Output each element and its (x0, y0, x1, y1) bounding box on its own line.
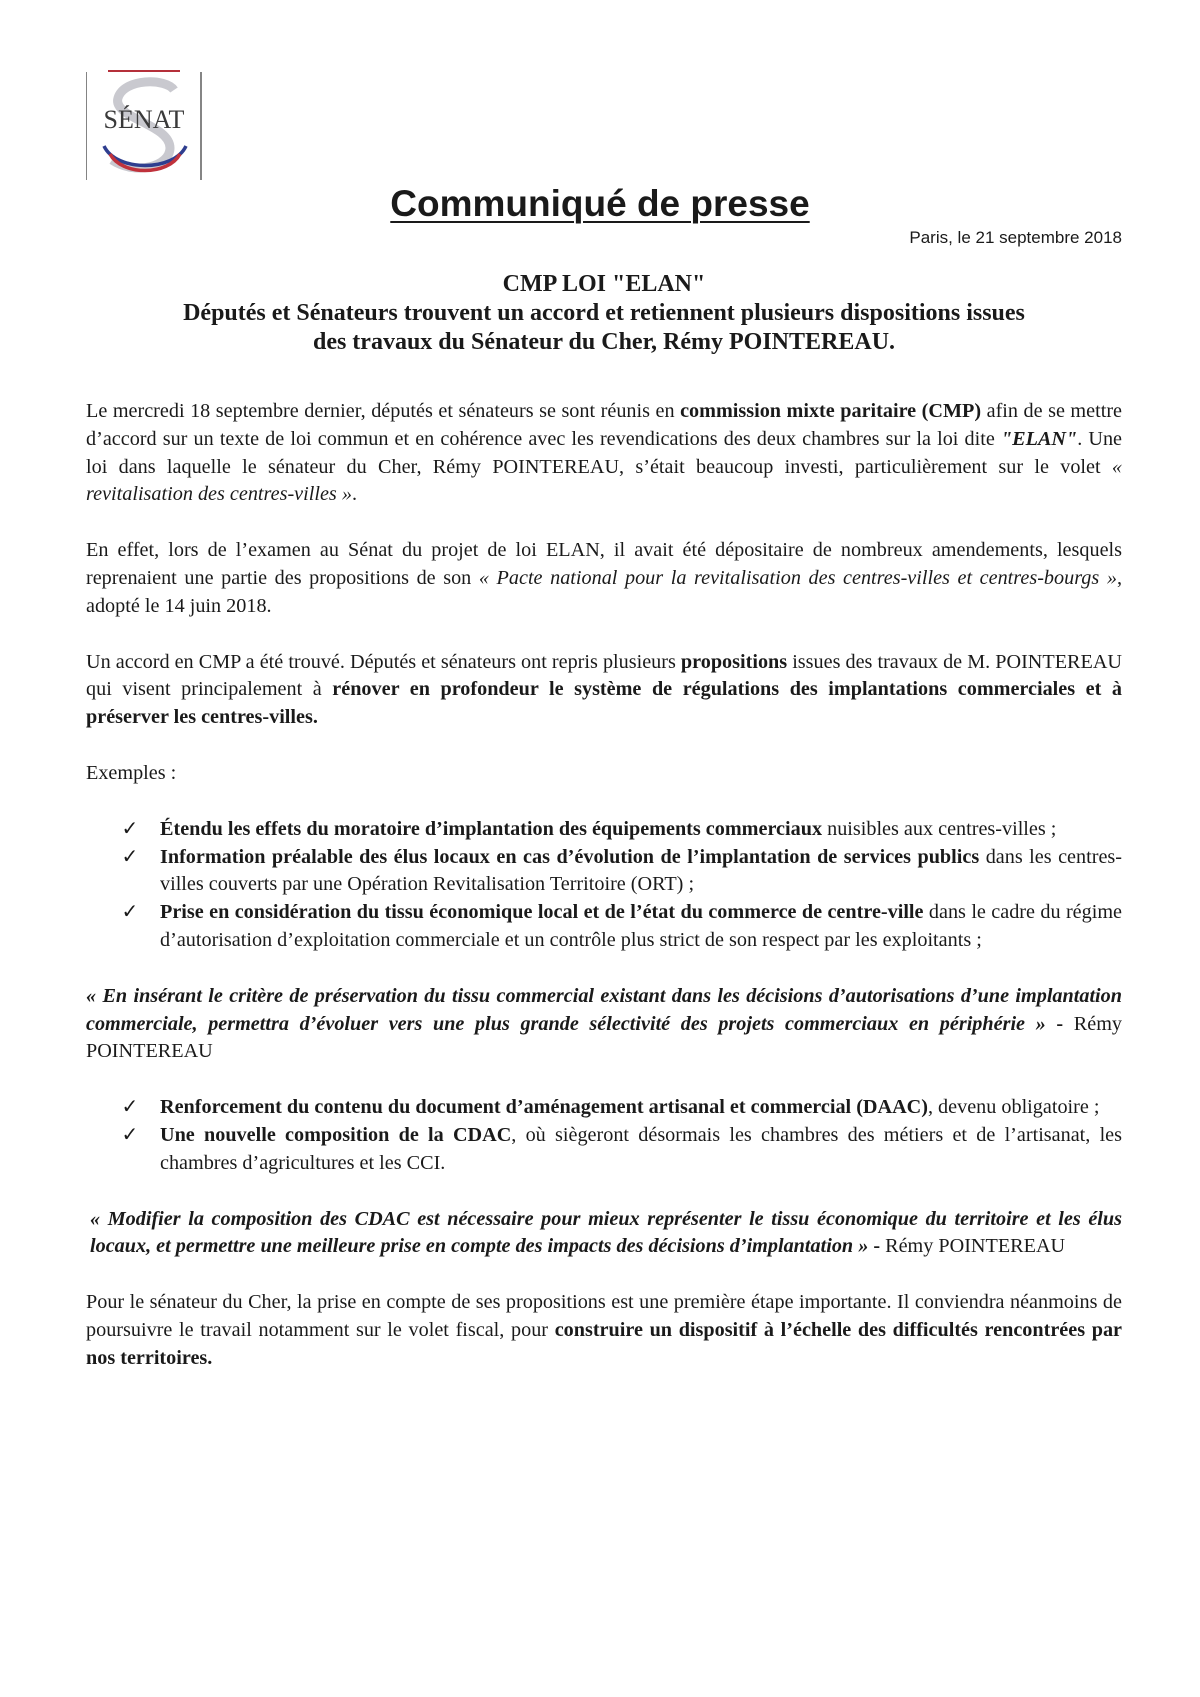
quote-pointereau-1: « En insérant le critère de préservation du tissu commercial existant dans les décisions d’autorisations d’une implantation commerciale, permettra d’évoluer vers une plus grande sélectivité des projets commerciaux en périphérie » - Rémy POINTEREAU (86, 984, 1122, 1063)
list-item: ✓ Une nouvelle composition de la CDAC, où siègeront désormais les chambres des métiers et de l’artisanat, les chambres d’agricultures et les CCI. (121, 1123, 1122, 1174)
checkmark-icon: ✓ (121, 845, 139, 868)
examples-list-1 (86, 816, 1122, 955)
headline (86, 270, 1122, 357)
paragraph-elan: En effet, lors de l’examen au Sénat du projet de loi ELAN, il avait été dépositaire de nombreux amendements, lesquels reprenaient une partie des propositions de son « Pacte national pour la revitalisation des centres-villes et centres-bourgs », adopté le 14 juin 2018. (86, 539, 1122, 617)
headline-line-3: des travaux du Sénateur du Cher, Rémy POINTEREAU. (312, 329, 896, 355)
press-date: Paris, le 21 septembre 2018 (909, 228, 1122, 247)
headline-line-1: CMP LOI "ELAN" (502, 271, 706, 297)
list-item: ✓ Étendu les effets du moratoire d’implantation des équipements commerciaux nuisibles aux centres-villes ; (86, 816, 1122, 844)
examples-list-2 (86, 1094, 1122, 1177)
paragraph-cmp: Le mercredi 18 septembre dernier, députés et sénateurs se sont réunis en commission mixte paritaire (CMP) afin de se mettre d’accord sur un texte de loi commun et en cohérence avec les revendications des deux chambres sur la loi dite "ELAN". Une loi dans laquelle le sénateur du Cher, Rémy POINTEREAU, s’était beaucoup investi, particulièrement sur le volet « revitalisation des centres-villes ». (86, 400, 1123, 506)
examples-label: Exemples : (86, 761, 177, 784)
senat-logo (86, 68, 202, 184)
checkmark-icon: ✓ (121, 817, 139, 840)
checkmark-icon: ✓ (121, 901, 139, 924)
body-content (86, 398, 1122, 1401)
list-item: ✓ Prise en considération du tissu économique local et de l’état du commerce de centre-ville dans le cadre du régime d’autorisation d’exploitation commerciale et un contrôle plus strict de son respect par les exploitants ; (121, 901, 1123, 951)
list-item: ✓ Renforcement du contenu du document d’aménagement artisanal et commercial (DAAC), devenu obligatoire ; (86, 1094, 1122, 1122)
quote-pointereau-2: « Modifier la composition des CDAC est nécessaire pour mieux représenter le tissu économique du territoire et les élus locaux, et permettre une meilleure prise en compte des impacts des décisions d’implantation » - Rémy POINTEREAU (90, 1207, 1122, 1258)
checkmark-icon: ✓ (121, 1096, 139, 1119)
checkmark-icon: ✓ (121, 1123, 139, 1146)
headline-line-2: Députés et Sénateurs trouvent un accord et retiennent plusieurs dispositions issues (183, 300, 1025, 326)
senat-logo-text: SÉNAT (103, 105, 185, 134)
paragraph-accord: Un accord en CMP a été trouvé. Députés et sénateurs ont repris plusieurs propositions issues des travaux de M. POINTEREAU qui visent principalement à rénover en profondeur le système de régulations des implantations commerciales et à préserver les centres-villes. (86, 650, 1122, 729)
paragraph-conclusion: Pour le sénateur du Cher, la prise en compte de ses propositions est une première étape importante. Il conviendra néanmoins de poursuivre le travail notamment sur le volet fiscal, pour construire un dispositif à l’échelle des difficultés rencontrées par nos territoires. (86, 1291, 1123, 1369)
list-item: ✓ Information préalable des élus locaux en cas d’évolution de l’implantation de services publics dans les centres-villes couverts par une Opération Revitalisation Territoire (ORT) ; (121, 845, 1122, 896)
page-title: Communiqué de presse (390, 183, 810, 224)
